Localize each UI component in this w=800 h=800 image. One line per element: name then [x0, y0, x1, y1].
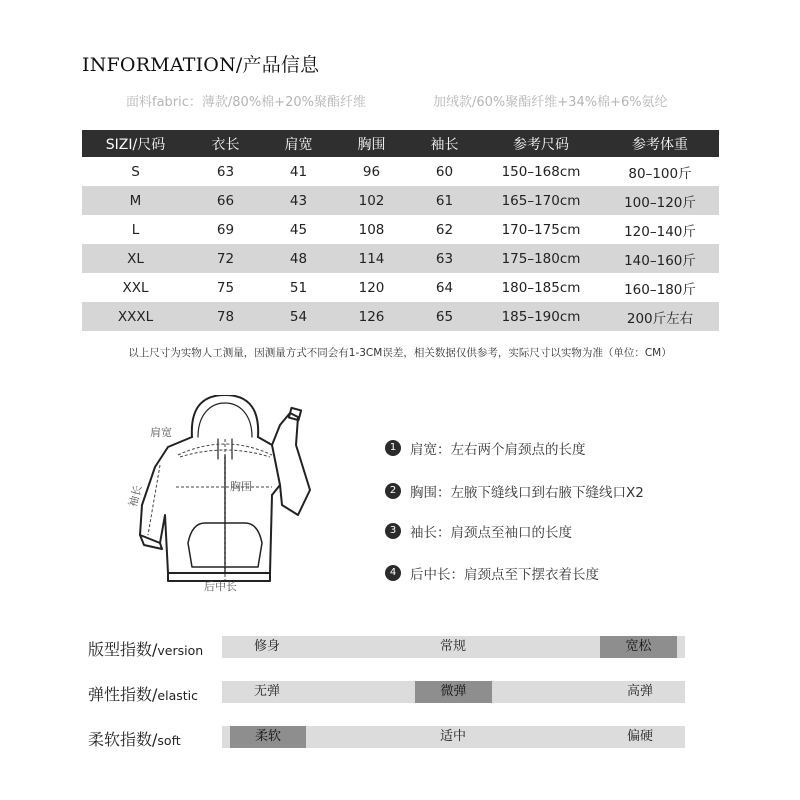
column-header: 衣长	[189, 130, 262, 157]
table-row	[82, 244, 719, 273]
table-cell: 51	[289, 279, 308, 296]
length-label: 后中长	[204, 580, 237, 593]
sleeve-label: 袖长	[126, 483, 145, 509]
table-cell: 43	[262, 186, 335, 215]
table-cell: 63	[408, 244, 481, 273]
elastic-index-title: 弹性指数/	[88, 685, 158, 704]
elastic-option-none: 无弹	[253, 684, 280, 699]
elastic-index-label	[88, 682, 198, 705]
table-cell: 160–180斤	[624, 281, 696, 298]
table-cell: 63	[216, 163, 235, 180]
table-cell: 72	[189, 244, 262, 273]
legend-text: 肩宽：左右两个肩颈点的长度	[410, 442, 586, 458]
elastic-index-bar	[222, 681, 685, 703]
fabric-fleece-info: 加绒款/60%聚酯纤维+34%棉+6%氨纶	[433, 95, 668, 110]
elastic-option-high: 高弹	[626, 684, 653, 699]
table-cell: 60	[435, 163, 454, 180]
table-row	[82, 215, 719, 244]
column-header: 肩宽	[262, 130, 335, 157]
number-badge: 2	[385, 483, 401, 499]
table-cell: 48	[262, 244, 335, 273]
column-header: SIZI/尺码	[82, 130, 189, 157]
table-cell: 61	[408, 186, 481, 215]
table-cell: 200斤左右	[601, 302, 719, 331]
size-table-header	[82, 130, 719, 157]
table-cell: 180–185cm	[501, 279, 581, 296]
table-cell: 54	[262, 302, 335, 331]
number-badge: 4	[385, 565, 401, 581]
measurement-note: 以上尺寸为实物人工测量，因测量方式不同会有1-3CM误差，相关数据仅供参考，实际尺寸以实物为准（单位：CM）	[128, 347, 672, 359]
fabric-thin-info: 面料fabric：薄款/80%棉+20%聚酯纤维	[126, 95, 366, 110]
table-cell: 170–175cm	[501, 221, 581, 238]
table-cell: 65	[408, 302, 481, 331]
table-cell: 150–168cm	[501, 163, 581, 180]
column-header: 袖长	[408, 130, 481, 157]
table-cell: XXL	[122, 279, 149, 296]
table-cell: 126	[335, 302, 408, 331]
table-cell: 185–190cm	[481, 302, 601, 331]
table-cell: M	[82, 186, 189, 215]
fit-option-regular: 常规	[439, 639, 466, 654]
softness-option-stiff: 偏硬	[626, 729, 653, 744]
legend-item-sleeve	[385, 521, 572, 541]
legend-text: 胸围：左腋下缝线口到右腋下缝线口X2	[410, 485, 644, 501]
column-header: 胸围	[335, 130, 408, 157]
fit-index-label	[88, 637, 203, 660]
page-title: INFORMATION/产品信息	[82, 54, 320, 76]
table-cell: 114	[335, 244, 408, 273]
table-cell: 140–160斤	[601, 244, 719, 273]
chest-label: 胸围	[230, 480, 252, 493]
table-cell: 66	[189, 186, 262, 215]
legend-text: 后中长：肩颈点至下摆衣着长度	[410, 567, 599, 583]
elastic-option-slight: 微弹	[415, 681, 492, 703]
legend-item-length	[385, 563, 599, 583]
table-cell: 62	[435, 221, 454, 238]
softness-index-label	[88, 727, 181, 750]
shoulder-label: 肩宽	[150, 426, 172, 439]
legend-item-shoulder	[385, 438, 586, 458]
table-cell: 165–170cm	[481, 186, 601, 215]
softness-index-en: soft	[157, 733, 181, 748]
table-row	[82, 157, 719, 186]
legend-text: 袖长：肩颈点至袖口的长度	[410, 525, 572, 541]
fit-option-loose: 宽松	[600, 636, 677, 658]
table-cell: 120	[358, 279, 385, 296]
column-header: 参考体重	[601, 130, 719, 157]
fit-index-title: 版型指数/	[88, 640, 158, 659]
table-cell: 75	[216, 279, 235, 296]
table-cell: 45	[289, 221, 308, 238]
size-table	[82, 130, 719, 331]
table-row	[82, 186, 719, 215]
table-cell: XL	[82, 244, 189, 273]
table-cell: 102	[335, 186, 408, 215]
legend-item-chest	[385, 481, 644, 501]
table-cell: 69	[216, 221, 235, 238]
table-cell: 120–140斤	[624, 223, 696, 240]
table-cell: 41	[289, 163, 308, 180]
fit-index-en: version	[157, 643, 204, 658]
softness-option-soft: 柔软	[230, 726, 306, 748]
number-badge: 3	[385, 523, 401, 539]
table-cell: 78	[189, 302, 262, 331]
softness-index-title: 柔软指数/	[88, 730, 158, 749]
table-cell: 100–120斤	[601, 186, 719, 215]
table-cell: 108	[358, 221, 385, 238]
table-cell: L	[131, 221, 140, 238]
elastic-index-en: elastic	[157, 688, 198, 703]
table-cell: 64	[435, 279, 454, 296]
softness-index-bar	[222, 726, 685, 748]
table-row	[82, 302, 719, 331]
table-cell: S	[131, 163, 140, 180]
softness-option-medium: 适中	[439, 729, 466, 744]
table-cell: 175–180cm	[481, 244, 601, 273]
number-badge: 1	[385, 440, 401, 456]
column-header: 参考尺码	[481, 130, 601, 157]
table-row	[82, 273, 719, 302]
table-cell: 96	[362, 163, 381, 180]
table-cell: 80–100斤	[628, 165, 692, 182]
table-cell: XXXL	[82, 302, 189, 331]
fit-option-slim: 修身	[253, 639, 280, 654]
fit-index-bar	[222, 636, 685, 658]
